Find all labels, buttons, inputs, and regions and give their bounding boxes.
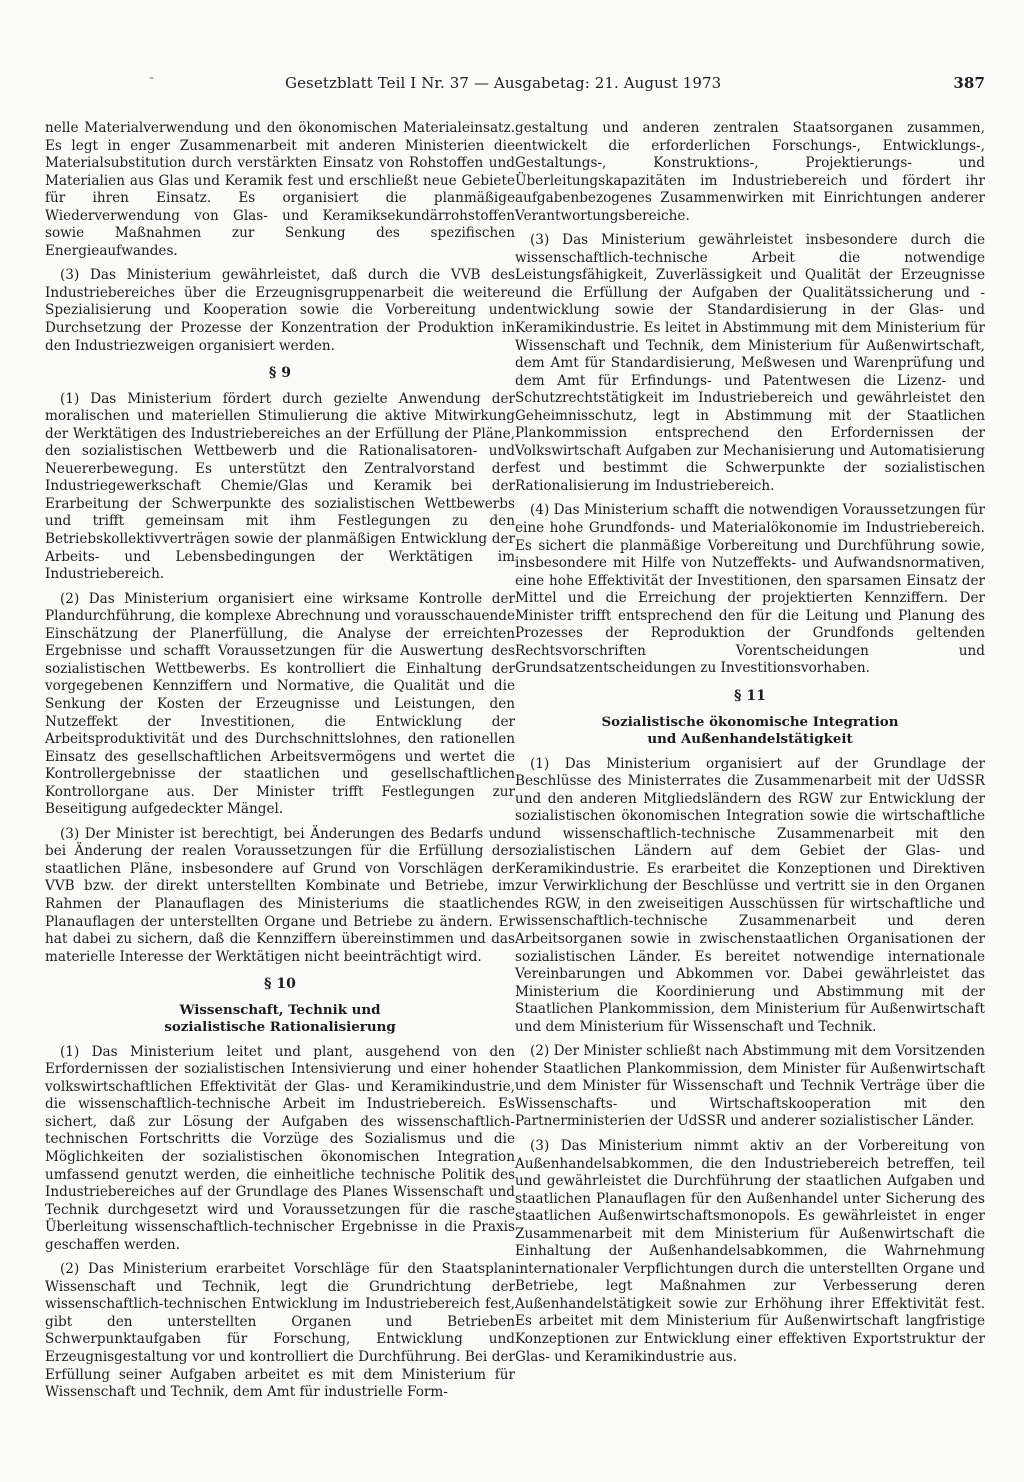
- page-number: 387: [953, 74, 985, 92]
- section-number-10: § 10: [264, 976, 296, 993]
- paragraph: (1) Das Ministerium organisiert auf der Grundlage der Beschlüsse des Ministerrates die Zusammenarbeit mit der UdSSR und den anderen Mitgliedsländern des RGW zur Entwicklung der sozialistischen ökonomischen Integration sowie die wirtschaftliche und wissenschaftlich-technische Zusammenarbeit mit den sozialistischen Ländern auf dem Gebiet der Glas- und Keramikindustrie. Es erarbeitet die Konzeptionen und Direktiven zur Verwirklichung der Beschlüsse und vertritt sie in den Organen des RGW, in den zweiseitigen Ausschüssen für wirtschaftliche und wissenschaftlich-technische Zusammenarbeit und deren Arbeitsorganen sowie in zwischenstaatlichen Organisationen der sozialistischen Länder. Es bereitet notwendige internationale Vereinbarungen und Abkommen vor. Dabei gewährleistet das Ministerium die Koordinierung und Abstimmung mit der Staatlichen Plankommission, dem Ministerium für Außenwirtschaft und dem Ministerium für Wissenschaft und Technik.: [515, 755, 985, 1035]
- paragraph: (3) Das Ministerium gewährleistet insbesondere durch die wissenschaftlich-technische Arbeit die notwendige Leistungsfähigkeit, Zuverlässigkeit und Qualität der Erzeugnisse und die Erfüllung der Aufgaben der Qualitätssicherung und -entwicklung sowie der Standardisierung in der Glas- und Keramikindustrie. Es leitet in Abstimmung mit dem Ministerium für Wissenschaft und Technik, dem Ministerium für Außenwirtschaft, dem Amt für Standardisierung, Meßwesen und Warenprüfung und dem Amt für Erfindungs- und Patentwesen die Lizenz- und Schutzrechtstätigkeit im Industriebereich und gewährleistet den Geheimnisschutz, legt in Abstimmung mit der Staatlichen Plankommission entsprechend den Erfordernissen der Volkswirtschaft Aufgaben zur Mechanisierung und Automatisierung fest und bestimmt die Schwerpunkte der sozialistischen Rationalisierung im Industriebereich.: [515, 232, 985, 494]
- header-title: Gesetzblatt Teil I Nr. 37 — Ausgabetag: 21. August 1973: [285, 74, 722, 92]
- paragraph: (2) Der Minister schließt nach Abstimmung mit dem Vorsitzenden der Staatlichen Plankommission, dem Minister für Außenwirtschaft und dem Minister für Wissenschaft und Technik Verträge über die Wissenschafts- und Wirtschaftskooperation mit den Partnerministerien der UdSSR und anderer sozialistischer Länder.: [515, 1043, 985, 1130]
- section-number-11: § 11: [734, 687, 766, 704]
- left-column: [45, 120, 515, 1409]
- paragraph: (3) Das Ministerium gewährleistet, daß durch die VVB des Industriebereiches über die Erzeugnisgruppenarbeit die weitere Spezialisierung und Kooperation sowie die Vorbereitung und Durchsetzung der Prozesse der Konzentration der Produktion in den Industriezweigen organisiert werden.: [45, 267, 515, 354]
- paragraph: gestaltung und anderen zentralen Staatsorganen zusammen, entwickelt die erforderlichen Forschungs-, Entwicklungs-, Gestaltungs-, Konstruktions-, Projektierungs- und Überleitungskapazitäten im Industriebereich und fördert ihr aufgabenbezogenes Zusammenwirken mit Einrichtungen anderer Verantwortungsbereiche.: [515, 120, 985, 224]
- paragraph: (4) Das Ministerium schafft die notwendigen Voraussetzungen für eine hohe Grundfonds- und Materialökonomie im Industriebereich. Es sichert die planmäßige Vorbereitung und Durchführung sowie, insbesondere mit Hilfe von Nutzeffekts- und Aufwandsnormativen, eine hohe Effektivität der Investitionen, den sparsamen Einsatz der Mittel und die Erreichung der projektierten Kennziffern. Der Minister trifft entsprechend den für die Leitung und Planung des Prozesses der Reproduktion der Grundfonds geltenden Rechtsvorschriften Vorentscheidungen und Grundsatzentscheidungen zu Investitionsvorhaben.: [515, 502, 985, 677]
- paragraph: nelle Materialverwendung und den ökonomischen Materialeinsatz. Es legt in enger Zusammenarbeit mit anderen Ministerien die Materialsubstitution durch verstärkten Einsatz von Rohstoffen und Materialien aus Glas und Keramik fest und erschließt neue Gebiete für ihren Einsatz. Es organisiert die planmäßige Wiederverwendung von Glas- und Keramiksekundärrohstoffen sowie Maßnahmen zur Senkung des spezifischen Energieaufwandes.: [45, 120, 515, 259]
- section-number-9: § 9: [269, 365, 291, 382]
- paragraph: (1) Das Ministerium leitet und plant, ausgehend von den Erfordernissen der sozialistischen Intensivierung und einer hohen volkswirtschaftlichen Effektivität der Glas- und Keramikindustrie, die wissenschaftlich-technische Arbeit im Industriebereich. Es sichert, daß zur Lösung der Aufgaben des wissenschaftlich-technischen Fortschritts die Vorzüge des Sozialismus und die Möglichkeiten der sozialistischen ökonomischen Integration umfassend genutzt werden, die einheitliche technische Politik des Industriebereiches auf der Grundlage des Planes Wissenschaft und Technik durchgesetzt wird und Voraussetzungen für die rasche Überleitung wissenschaftlich-technischer Ergebnisse in die Praxis geschaffen werden.: [45, 1043, 515, 1253]
- corner-mark: -: [149, 68, 155, 86]
- paragraph: (3) Das Ministerium nimmt aktiv an der Vorbereitung von Außenhandelsabkommen, die den Industriebereich betreffen, teil und gewährleistet die Durchführung der staatlichen Aufgaben und staatlichen Planauflagen für den Außenhandel unter Sicherung des staatlichen Außenwirtschaftsmonopols. Es gewährleistet in enger Zusammenarbeit mit dem Ministerium für Außenwirtschaft die Einhaltung der Außenhandelsabkommen, die Wahrnehmung internationaler Verpflichtungen durch die unterstellten Organe und Betriebe, legt Maßnahmen zur Verbesserung deren Außenhandelstätigkeit sowie zur Erhöhung ihrer Effektivität fest. Es arbeitet mit dem Ministerium für Außenwirtschaft langfristige Konzeptionen zur Entwicklung einer effektiven Exportstruktur der Glas- und Keramikindustrie aus.: [515, 1137, 985, 1365]
- heading-line: Sozialistische ökonomische Integration: [601, 713, 899, 730]
- heading-line: sozialistische Rationalisierung: [164, 1018, 396, 1035]
- right-column: [515, 120, 985, 1373]
- heading-line: und Außenhandelstätigkeit: [647, 730, 853, 747]
- paragraph: (2) Das Ministerium organisiert eine wirksame Kontrolle der Plandurchführung, die komplexe Abrechnung und vorausschauende Einschätzung der Planerfüllung, die Analyse der erreichten Ergebnisse und schafft Voraussetzungen für die Auswertung des sozialistischen Wettbewerbs. Es kontrolliert die Einhaltung der vorgegebenen Kennziffern und Normative, die Qualität und die Senkung der Kosten der Erzeugnisse und Leistungen, den Nutzeffekt der Investitionen, die Entwicklung der Arbeitsproduktivität und des Durchschnittslohnes, den rationellen Einsatz des gesellschaftlichen Arbeitsvermögens und wertet die Kontrollergebnisse der staatlichen und gesellschaftlichen Kontrollorgane aus. Der Minister trifft Festlegungen zur Beseitigung aufgedeckter Mängel.: [45, 590, 515, 818]
- paragraph: (3) Der Minister ist berechtigt, bei Änderungen des Bedarfs und bei Änderung der realen Voraussetzungen für die Erfüllung der staatlichen Pläne, insbesondere auf Grund von Vorschlägen der VVB bzw. der direkt unterstellten Kombinate und Betriebe, im Rahmen der Planauflagen des Ministeriums die staatlichen Planauflagen der unterstellten Organe und Betriebe zu ändern. Er hat dabei zu sichern, daß die Kennziffern übereinstimmen und das materielle Interesse der Werktätigen nicht beeinträchtigt wird.: [45, 825, 515, 965]
- page-header: [285, 74, 985, 96]
- paragraph: (2) Das Ministerium erarbeitet Vorschläge für den Staatsplan Wissenschaft und Technik, legt die Grundrichtung der wissenschaftlich-technischen Entwicklung im Industriebereich fest, gibt den unterstellten Organen und Betrieben Schwerpunktaufgaben für Forschung, Entwicklung und Erzeugnisgestaltung vor und kontrolliert die Durchführung. Bei der Erfüllung seiner Aufgaben arbeitet es mit dem Ministerium für Wissenschaft und Technik, dem Amt für industrielle Form-: [45, 1261, 515, 1401]
- section-heading-10: [45, 1002, 515, 1036]
- section-heading-11: [515, 714, 985, 748]
- heading-line: Wissenschaft, Technik und: [179, 1001, 381, 1018]
- paragraph: (1) Das Ministerium fördert durch gezielte Anwendung der moralischen und materiellen Stimulierung die aktive Mitwirkung der Werktätigen des Industriebereiches an der Erfüllung der Pläne, den sozialistischen Wettbewerb und die Rationalisatoren- und Neuererbewegung. Es unterstützt den Zentralvorstand der Industriegewerkschaft Chemie/Glas und Keramik bei der Erarbeitung der Schwerpunkte des sozialistischen Wettbewerbs und trifft gemeinsam mit ihm Festlegungen zu den Betriebskollektivverträgen sowie der planmäßigen Entwicklung der Arbeits- und Lebensbedingungen der Werktätigen im Industriebereich.: [45, 390, 515, 583]
